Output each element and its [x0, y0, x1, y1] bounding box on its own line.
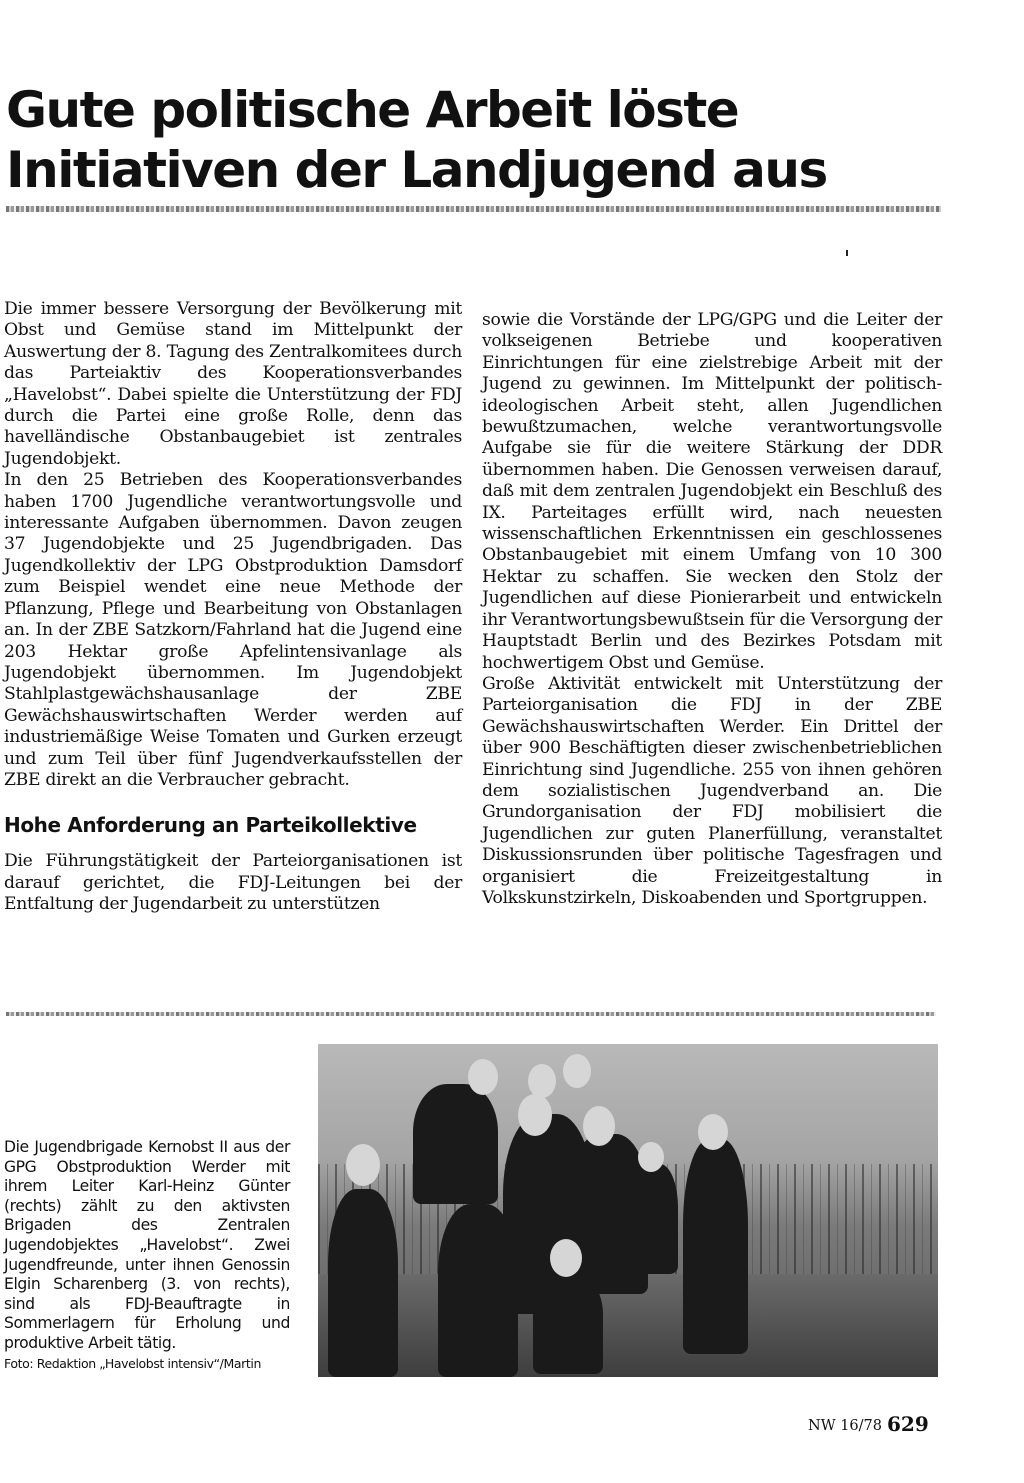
article-paragraph: Die immer bessere Versorgung der Bevölkerung mit Obst und Gemüse stand im Mittelpunkt der Auswertung der 8. Tagung des Zentralkomitees durch das Parteiaktiv des Kooperationsverbandes „Havelobst“. Dabei spielte die Unterstützung der FDJ durch die Partei eine große Rolle, denn das havelländische Obstanbaugebiet ist zentrales Jugendobjekt.	[4, 299, 462, 469]
photo-credit: Foto: Redaktion „Havelobst intensiv“/Martin	[4, 1355, 261, 1371]
article-right-column	[482, 310, 942, 909]
article-subheading: Hohe Anforderung an Parteikollektive	[4, 813, 417, 838]
article-paragraph: In den 25 Betrieben des Kooperationsverbandes haben 1700 Jugendliche verantwortungsvolle und interessante Aufgaben übernommen. Davon zeugen 37 Jugendobjekte und 25 Jugendbrigaden. Das Jugendkollektiv der LPG Obstproduktion Damsdorf zum Beispiel wendet eine neue Methode der Pflanzung, Pflege und Bearbeitung von Obstanlagen an. In der ZBE Satzkorn/Fahrland hat die Jugend eine 203 Hektar große Apfelintensivanlage als Jugendobjekt übernommen. Im Jugendobjekt Stahlplastgewächshausanlage der ZBE Gewächshauswirtschaften Werder werden auf industriemäßige Weise Tomaten und Gurken erzeugt und zum Teil über fünf Jugendverkaufsstellen der ZBE direkt an die Verbraucher gebracht.	[4, 470, 462, 790]
headline-line-1: Gute politische Arbeit löste	[6, 81, 739, 139]
issue-label: NW 16/78	[808, 1418, 882, 1434]
print-mark	[846, 250, 848, 256]
photo-caption	[4, 1138, 290, 1372]
article-paragraph: Große Aktivität entwickelt mit Unterstützung der Parteiorganisation die FDJ in der ZBE Gewächshauswirtschaften Werder. Ein Drittel der über 900 Beschäftigten dieser zwischenbetrieblichen Einrichtung sind Jugendliche. 255 von ihnen gehören dem sozialistischen Jugendverband an. Die Grundorganisation der FDJ mobilisiert die Jugendlichen zur guten Planerfüllung, veranstaltet Diskussionsrunden über politische Tagesfragen und organisiert die Freizeitgestaltung in Volkskunstzirkeln, Diskoabenden und Sportgruppen.	[482, 673, 942, 908]
photo-caption-text: Die Jugendbrigade Kernobst II aus der GPG Obstproduktion Werder mit ihrem Leiter Karl-Heinz Günter (rechts) zählt zu den aktivsten Brigaden des Zentralen Jugendobjektes „Havelobst“. Zwei Jugendfreunde, unter ihnen Genossin Elgin Scharenberg (3. von rechts), sind als FDJ-Beauftragte in Sommerlagern für Erholung und produktive Arbeit tätig.	[4, 1138, 290, 1352]
page-number: 629	[887, 1412, 929, 1436]
headline-line-2: Initiativen der Landjugend aus	[6, 141, 827, 199]
article-paragraph: Die Führungstätigkeit der Parteiorganisationen ist darauf gerichtet, die FDJ-Leitungen bei der Entfaltung der Jugendarbeit zu unterstützen	[4, 851, 462, 915]
youth-brigade-group	[318, 1044, 938, 1377]
headline	[6, 80, 827, 200]
headline-rule	[6, 206, 941, 212]
section-rule	[6, 1012, 936, 1016]
group-photo	[318, 1044, 938, 1377]
article-left-column	[4, 299, 462, 916]
article-paragraph: sowie die Vorstände der LPG/GPG und die Leiter der volkseigenen Betriebe und kooperativen Einrichtungen für eine zielstrebige Arbeit mit der Jugend zu gewinnen. Im Mittelpunkt der politisch-ideologischen Arbeit steht, allen Jugendlichen bewußtzumachen, welche verantwortungsvolle Aufgabe sie für die weitere Stärkung der DDR übernommen haben. Die Genossen verweisen darauf, daß mit dem zentralen Jugendobjekt ein Beschluß des IX. Parteitages erfüllt wird, nach neuesten wissenschaftlichen Erkenntnissen ein geschlossenes Obstanbaugebiet mit einem Umfang von 10 300 Hektar zu schaffen. Sie wecken den Stolz der Jugendlichen auf diese Pionierarbeit und entwickeln ihr Verantwortungsbewußtsein für die Versorgung der Hauptstadt Berlin und des Bezirkes Potsdam mit hochwertigem Obst und Gemüse.	[482, 310, 942, 673]
